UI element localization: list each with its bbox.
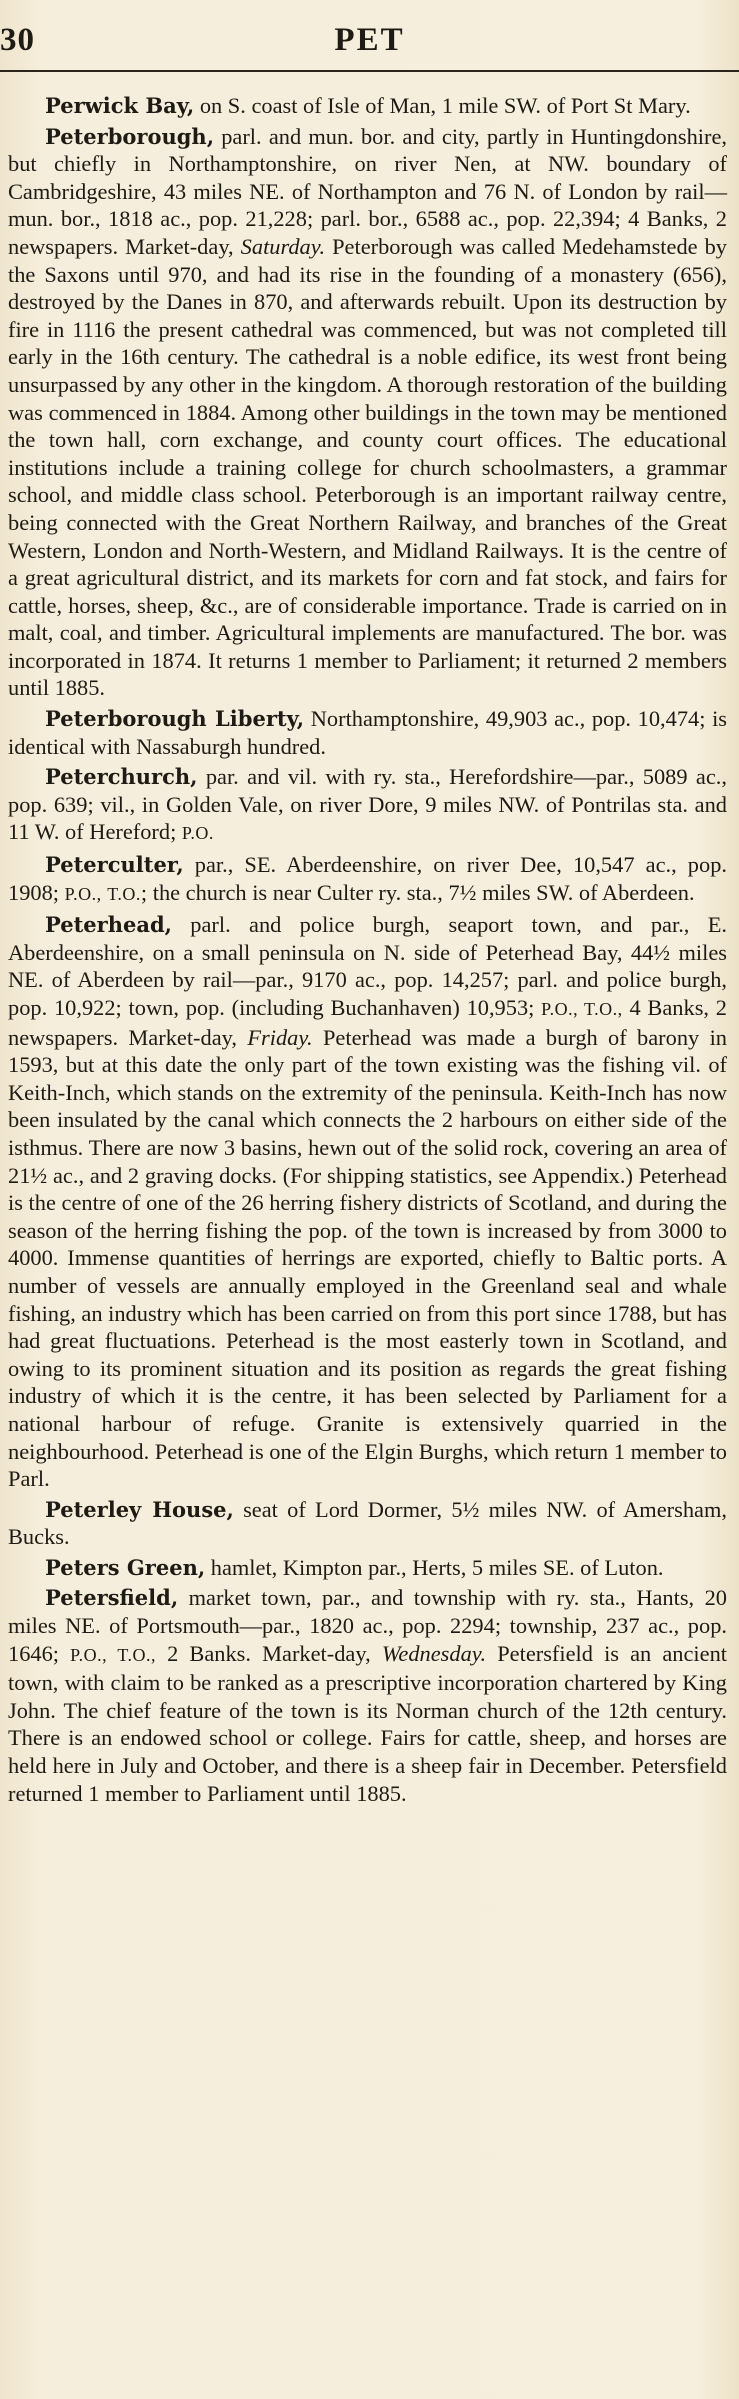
entry-text: miles NW. of Amersham, Bucks. <box>8 1496 727 1550</box>
fraction: ½ <box>459 879 477 905</box>
market-day: Saturday. <box>240 233 326 259</box>
entry-text: market town, par., and township with ry. sta., Hants, 20 miles NE. of Portsmouth—par., 1820 ac., pop. 2294; township, 237 ac., pop. 1646; <box>8 1585 727 1666</box>
entry-text: Northamptonshire, 49,903 ac., pop. 10,474; is identical with Nassaburgh hundred. <box>8 706 728 759</box>
entry-peterley-house <box>8 1496 727 1551</box>
entry-peterculter <box>8 851 727 908</box>
entry-headword: Peterchurch, <box>45 764 198 790</box>
entry-text: 4 Banks, 2 newspapers. Market-day, <box>8 995 727 1050</box>
entry-headword: Petersfield, <box>45 1585 179 1611</box>
fraction: ½ <box>30 1162 48 1188</box>
entry-text: miles SW. of Aberdeen. <box>476 879 695 905</box>
entry-petersfield <box>8 1584 727 1807</box>
page-number: 30 <box>0 22 35 58</box>
entry-text: seat of Lord Dormer, 5 <box>233 1496 463 1522</box>
entry-text: Petersfield is an ancient town, with claim to be ranked as a prescriptive incorporation chartered by King John. The chief feature of the town is its Norman church of the 12th century. There is an endowed school or college. Fairs for cattle, sheep, and horses are held here in July and October, and there is a sheep fair in December. Petersfield returned 1 member to Parliament until 1885. <box>8 1640 728 1806</box>
entry-headword: Peterculter, <box>45 852 184 878</box>
telegraph-office-abbrev: T.O. <box>107 883 141 904</box>
market-day: Friday. <box>247 1024 313 1050</box>
entry-peterchurch <box>8 763 727 848</box>
post-telegraph-abbrev: P.O., T.O., <box>541 999 623 1019</box>
entry-headword: Peterley House, <box>45 1496 234 1522</box>
fraction: ½ <box>653 939 671 965</box>
entry-peterborough <box>8 123 727 702</box>
entry-text: 2 Banks. Market-day, <box>156 1640 382 1666</box>
entry-list <box>8 92 727 1810</box>
entry-text: on S. coast of Isle of Man, 1 mile SW. of Port St Mary. <box>194 93 691 118</box>
entry-text: miles NE. of Aberdeen by rail—par., 9170 ac., pop. 14,257; parl. and police burgh, pop. 10,922; town, pop. (including Buchanhaven) 10,953; <box>8 939 728 1020</box>
entry-headword: Perwick Bay, <box>45 93 195 118</box>
entry-text: parl. and mun. bor. and city, partly in Huntingdonshire, but chiefly in Northamptonshire, on river Nen, at NW. boundary of Cambridgeshire, 43 miles NE. of Northampton and 76 N. of London by rail—mun. bor., 1818 ac., pop. 21,228; parl. bor., 6588 ac., pop. 22,394; 4 Banks, 2 newspapers. Market-day, <box>8 123 727 259</box>
post-office-abbrev: P.O., <box>64 883 102 904</box>
entry-peterhead <box>8 911 727 1492</box>
entry-peterborough-liberty <box>8 705 727 760</box>
entry-text: ac., and 2 graving docks. (For shipping statistics, see Appendix.) Peterhead is the centre of one of the 26 herring fishery districts of Scotland, and during the season of the herring fishing the pop. of the town is increased by from 3000 to 4000. Immense quantities of herrings are exported, chiefly to Baltic ports. A number of vessels are annually employed in the Greenland seal and whale fishing, an industry which has been carried on from this port since 1788, but has had great fluctuations. Peterhead is the most easterly town in Scotland, and owing to its prominent situation and its position as regards the great fishing industry of which it is the centre, it has been selected by Parliament for a national harbour of refuge. Granite is extensively quarried in the neighbourhood. Peterhead is one of the Elgin Burghs, which return 1 member to Parl. <box>8 1162 727 1492</box>
entry-text: Peterborough was called Medehamstede by the Saxons until 970, and had its rise in the founding of a monastery (656), destroyed by the Danes in 870, and afterwards rebuilt. Upon its destruction by fire in 1116 the present cathedral was commenced, but was not completed till early in the 16th century. The cathedral is a noble edifice, its west front being unsurpassed by any other in the kingdom. A thorough restoration of the building was commenced in 1884. Among other buildings in the town may be mentioned the town hall, corn exchange, and county court offices. The educational institutions include a training college for church schoolmasters, a grammar school, and middle class school. Peterborough is an important railway centre, being connected with the Great Northern Railway, and branches of the Great Western, London and North-Western, and Midland Railways. It is the centre of a great agricultural district, and its markets for corn and fat stock, and fairs for cattle, horses, sheep, &c., are of considerable importance. Trade is carried on in malt, coal, and timber. Agricultural implements are manufactured. The bor. was incorporated in 1874. It returns 1 member to Parliament; it returned 2 members until 1885. <box>8 233 727 701</box>
entry-text: parl. and police burgh, seaport town, and par., E. Aberdeenshire, on a small peninsula on N. side of Peterhead Bay, 44 <box>8 912 727 965</box>
entry-headword: Peterborough, <box>45 123 215 149</box>
entry-headword: Peterborough Liberty, <box>45 706 305 732</box>
entry-text: par. and vil. with ry. sta., Herefordshire—par., 5089 ac., pop. 639; vil., in Golden Vale, on river Dore, 9 miles NW. of Pontrilas sta. and 11 W. of Hereford; <box>8 764 727 845</box>
entry-peters-green <box>8 1554 727 1582</box>
entry-perwick-bay <box>8 92 727 120</box>
page-header <box>0 0 739 72</box>
running-head: PET <box>334 22 405 58</box>
entry-headword: Peters Green, <box>45 1554 206 1580</box>
fraction: ½ <box>462 1496 480 1522</box>
entry-headword: Peterhead, <box>45 912 172 938</box>
header-rule <box>0 70 739 72</box>
entry-text: hamlet, Kimpton par., Herts, 5 miles SE. of Luton. <box>205 1554 664 1580</box>
entry-text: par., SE. Aberdeenshire, on river Dee, 10,547 ac., pop. 1908; <box>8 852 727 905</box>
entry-text: Peterhead was made a burgh of barony in 1593, but at this date the only part of the town existing was the fishing vil. of Keith-Inch, which stands on the extremity of the peninsula. Keith-Inch has now been insulated by the canal which connects the 2 harbours on either side of the isthmus. There are now 3 basins, hewn out of the solid rock, covering an area of 21 <box>8 1024 727 1188</box>
entry-text: ; the church is near Culter ry. sta., 7 <box>140 879 460 905</box>
post-telegraph-abbrev: P.O., T.O., <box>70 1644 156 1665</box>
post-office-abbrev: P.O. <box>181 823 214 844</box>
market-day: Wednesday. <box>381 1640 487 1666</box>
